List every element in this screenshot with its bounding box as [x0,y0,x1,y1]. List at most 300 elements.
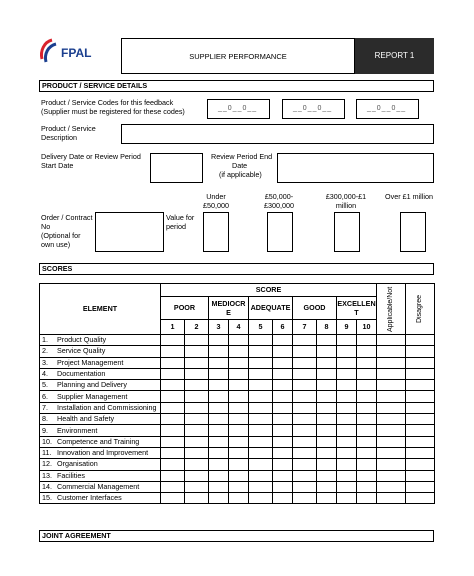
score-number-8: 8 [317,320,337,335]
score-cell[interactable] [161,368,185,379]
section-title-product: PRODUCT / SERVICE DETAILS [42,81,148,90]
score-cell[interactable] [185,368,209,379]
review-end-label-3: (if applicable) [219,170,262,179]
score-cell[interactable] [161,414,185,425]
delivery-date-field[interactable] [150,153,203,183]
score-cell[interactable] [317,436,337,447]
delivery-label-1: Delivery Date or Review Period [41,152,141,161]
element-label-cell [40,414,161,425]
score-cell[interactable] [377,402,406,413]
score-cell[interactable] [185,470,209,481]
element-label-cell [40,470,161,481]
score-cell[interactable] [229,380,249,391]
element-label-cell [40,368,161,379]
score-cell[interactable] [293,493,317,504]
score-cell[interactable] [185,481,209,492]
table-row [40,414,435,425]
value-option-4-checkbox[interactable] [400,212,426,252]
scores-table [39,283,435,504]
element-label-cell [40,335,161,346]
score-cell[interactable] [317,425,337,436]
score-cell[interactable] [229,493,249,504]
element-label-cell [40,481,161,492]
element-number: 2. [42,346,48,356]
review-end-field[interactable] [277,153,434,183]
score-cell[interactable] [161,380,185,391]
element-label: Supplier Management [57,391,128,401]
element-number: 14. [42,482,52,491]
score-cell[interactable] [273,380,293,391]
element-number: 7. [42,402,48,412]
score-cell[interactable] [209,447,229,458]
score-cell[interactable] [293,380,317,391]
score-cell[interactable] [209,436,229,447]
score-cell[interactable] [249,436,273,447]
score-cell[interactable] [377,391,406,402]
score-cell[interactable] [293,414,317,425]
score-cell[interactable] [229,391,249,402]
score-cell[interactable] [273,493,293,504]
element-number: 15. [42,493,52,503]
score-cell[interactable] [185,335,209,346]
score-cell[interactable] [161,335,185,346]
score-cell[interactable] [273,414,293,425]
score-cell[interactable] [229,459,249,470]
score-cell[interactable] [161,436,185,447]
score-cell[interactable] [209,357,229,368]
score-cell[interactable] [317,481,337,492]
table-row [40,470,435,481]
score-cell[interactable] [249,380,273,391]
score-cell[interactable] [317,470,337,481]
section-header-scores [39,263,434,275]
element-number: 3. [42,357,48,367]
score-cell[interactable] [161,402,185,413]
value-option-3-line1: £300,000-£1 [325,192,367,201]
score-cell[interactable] [293,425,317,436]
score-cell[interactable] [317,368,337,379]
score-cell[interactable] [377,493,406,504]
score-cell[interactable] [377,414,406,425]
score-cell[interactable] [185,414,209,425]
element-number: 1. [42,335,48,345]
score-cell[interactable] [377,436,406,447]
score-number-5: 5 [249,320,273,335]
score-cell[interactable] [337,391,357,402]
score-cell[interactable] [185,436,209,447]
logo-text: FPAL [61,46,92,60]
score-number-10: 10 [357,320,377,335]
score-cell[interactable] [337,380,357,391]
order-label-3: (Optional for [41,231,81,240]
score-cell[interactable] [185,493,209,504]
score-cell[interactable] [209,402,229,413]
score-cell[interactable] [293,447,317,458]
score-cell[interactable] [406,493,435,504]
score-cell[interactable] [337,447,357,458]
score-cell[interactable] [185,402,209,413]
element-label: Service Quality [57,346,106,356]
score-cell[interactable] [273,481,293,492]
element-label-cell [40,436,161,447]
score-cell[interactable] [406,368,435,379]
value-option-4-line1: Over £1 million [385,192,433,201]
element-label-cell [40,447,161,458]
score-cell[interactable] [209,368,229,379]
element-label: Installation and Commissioning [57,402,157,412]
score-cell[interactable] [161,357,185,368]
score-cell[interactable] [273,346,293,357]
order-number-field[interactable] [95,212,164,252]
score-cell[interactable] [209,414,229,425]
score-cell[interactable] [229,357,249,368]
score-cell[interactable] [317,402,337,413]
score-cell[interactable] [161,493,185,504]
score-cell[interactable] [406,380,435,391]
score-cell[interactable] [273,357,293,368]
table-row [40,346,435,357]
score-cell[interactable] [273,402,293,413]
score-cell[interactable] [337,493,357,504]
score-cell[interactable] [377,447,406,458]
score-cell[interactable] [293,481,317,492]
review-end-label-2: Date [232,161,248,170]
score-cell[interactable] [249,447,273,458]
score-header-text: SCORE [255,284,282,294]
score-cell[interactable] [209,380,229,391]
score-cell[interactable] [229,436,249,447]
score-cell[interactable] [249,346,273,357]
value-option-1-checkbox[interactable] [203,212,229,252]
code-slot-2: __0__0__ [293,105,333,112]
table-row [40,402,435,413]
score-cell[interactable] [161,346,185,357]
element-label: Documentation [57,369,106,379]
score-cell[interactable] [337,402,357,413]
score-number-3: 3 [209,320,229,335]
score-cell[interactable] [185,425,209,436]
element-number: 5. [42,380,48,390]
score-cell[interactable] [161,481,185,492]
score-cell[interactable] [377,335,406,346]
table-row [40,357,435,368]
value-label-1: Value for [166,213,195,222]
score-number-7: 7 [293,320,317,335]
score-cell[interactable] [293,459,317,470]
codes-label-2: (Supplier must be registered for these codes) [41,107,185,116]
score-cell[interactable] [209,335,229,346]
section-header-joint [39,530,434,542]
score-cell[interactable] [317,391,337,402]
score-cell[interactable] [377,470,406,481]
element-label-cell [40,425,161,436]
score-cell[interactable] [337,346,357,357]
header-title-box [121,38,355,74]
element-label: Health and Safety [57,414,115,424]
section-header-product [39,80,434,92]
score-cell[interactable] [357,493,377,504]
score-cell[interactable] [273,425,293,436]
score-cell[interactable] [249,425,273,436]
table-row [40,380,435,391]
score-number-6: 6 [273,320,293,335]
table-row [40,425,435,436]
score-cell[interactable] [293,357,317,368]
score-cell[interactable] [229,402,249,413]
code-slot-1: __0__0__ [218,105,258,112]
element-label: Environment [57,425,98,435]
table-row [40,481,435,492]
score-cell[interactable] [249,414,273,425]
score-cell[interactable] [377,368,406,379]
score-number-9: 9 [337,320,357,335]
score-cell[interactable] [337,459,357,470]
score-cell[interactable] [229,447,249,458]
score-cell[interactable] [229,368,249,379]
description-field[interactable] [121,124,434,144]
score-cell[interactable] [337,335,357,346]
score-cell[interactable] [293,335,317,346]
score-cell[interactable] [209,425,229,436]
delivery-label-2: Start Date [41,161,74,170]
element-label-cell [40,357,161,368]
score-cell[interactable] [273,459,293,470]
score-cell[interactable] [337,414,357,425]
score-cell[interactable] [249,493,273,504]
score-cell[interactable] [293,436,317,447]
score-cell[interactable] [406,425,435,436]
score-cell[interactable] [377,425,406,436]
element-label: Planning and Delivery [57,380,127,390]
score-cell[interactable] [377,346,406,357]
score-cell[interactable] [357,447,377,458]
score-cell[interactable] [406,391,435,402]
score-cell[interactable] [337,368,357,379]
score-group-label: GOOD [303,303,326,313]
score-cell[interactable] [357,481,377,492]
score-cell[interactable] [406,447,435,458]
value-option-2-checkbox[interactable] [267,212,293,252]
score-cell[interactable] [357,436,377,447]
score-cell[interactable] [249,459,273,470]
score-cell[interactable] [209,481,229,492]
element-label: Customer Interfaces [57,493,122,503]
element-number: 11. [42,448,52,458]
score-cell[interactable] [249,402,273,413]
score-cell[interactable] [273,368,293,379]
score-cell[interactable] [377,380,406,391]
table-row [40,391,435,402]
score-cell[interactable] [229,414,249,425]
element-label: Innovation and Improvement [57,448,149,458]
score-cell[interactable] [185,380,209,391]
score-cell[interactable] [406,459,435,470]
element-label-cell [40,380,161,391]
element-number: 12. [42,459,52,469]
description-label-1: Product / Service [41,124,96,133]
score-cell[interactable] [357,459,377,470]
table-row [40,459,435,470]
fpal-logo-mark-icon [38,37,60,65]
score-cell[interactable] [406,470,435,481]
score-cell[interactable] [337,357,357,368]
score-cell[interactable] [357,368,377,379]
score-cell[interactable] [185,391,209,402]
section-title-joint: JOINT AGREEMENT [42,531,111,540]
element-label: Product Quality [57,335,107,345]
value-label-2: period [166,222,186,231]
fpal-logo [38,37,110,67]
score-cell[interactable] [337,436,357,447]
score-group-5 [337,296,377,319]
score-cell[interactable] [337,470,357,481]
score-group-label: MEDIOCR E [211,298,246,317]
element-label: Organisation [57,459,98,469]
score-cell[interactable] [209,459,229,470]
score-cell[interactable] [249,470,273,481]
element-number: 9. [42,425,48,435]
table-row [40,493,435,504]
score-cell[interactable] [293,346,317,357]
score-cell[interactable] [317,459,337,470]
description-label-2: Description [41,133,77,142]
score-cell[interactable] [229,335,249,346]
score-cell[interactable] [229,346,249,357]
score-cell[interactable] [357,425,377,436]
element-number: 8. [42,414,48,424]
score-cell[interactable] [377,357,406,368]
score-cell[interactable] [293,470,317,481]
score-group-4 [293,296,337,319]
score-cell[interactable] [209,470,229,481]
score-cell[interactable] [229,470,249,481]
element-label-cell [40,402,161,413]
score-cell[interactable] [273,391,293,402]
score-cell[interactable] [406,402,435,413]
score-cell[interactable] [293,368,317,379]
order-label-1: Order / Contract [41,213,93,222]
score-cell[interactable] [406,346,435,357]
value-option-1-line2: £50,000 [203,201,229,210]
score-cell[interactable] [249,368,273,379]
score-cell[interactable] [185,346,209,357]
score-cell[interactable] [317,493,337,504]
score-cell[interactable] [273,447,293,458]
report-label-box [355,38,434,74]
score-number-4: 4 [229,320,249,335]
table-row [40,447,435,458]
value-option-3-checkbox[interactable] [334,212,360,252]
codes-label-1: Product / Service Codes for this feedback [41,98,174,107]
score-cell[interactable] [229,425,249,436]
score-cell[interactable] [273,335,293,346]
code-field-1[interactable] [207,99,270,119]
score-group-label: ADEQUATE [250,303,291,313]
code-field-2[interactable] [282,99,345,119]
score-cell[interactable] [406,436,435,447]
element-number: 13. [42,470,52,480]
score-cell[interactable] [161,391,185,402]
score-cell[interactable] [357,380,377,391]
score-cell[interactable] [161,425,185,436]
score-cell[interactable] [209,391,229,402]
score-group-label: EXCELLEN T [337,298,376,317]
score-cell[interactable] [337,481,357,492]
applicable-header [377,284,406,335]
element-label: Competence and Training [57,436,140,446]
code-field-3[interactable] [356,99,419,119]
score-cell[interactable] [249,357,273,368]
score-cell[interactable] [406,335,435,346]
score-cell[interactable] [293,391,317,402]
score-cell[interactable] [357,335,377,346]
score-cell[interactable] [161,459,185,470]
score-cell[interactable] [273,436,293,447]
score-cell[interactable] [249,335,273,346]
score-group-label: POOR [173,303,196,313]
score-cell[interactable] [337,425,357,436]
score-cell[interactable] [273,470,293,481]
code-slot-3: __0__0__ [367,105,407,112]
applicable-header-text: Applicable/Not [387,286,394,332]
score-cell[interactable] [317,335,337,346]
score-cell[interactable] [185,357,209,368]
element-label-cell [40,459,161,470]
score-cell[interactable] [185,447,209,458]
review-end-label-1: Review Period End [211,152,273,161]
score-cell[interactable] [161,470,185,481]
order-label-2: No [41,222,51,231]
score-cell[interactable] [377,481,406,492]
element-label: Commercial Management [57,482,140,491]
score-cell[interactable] [406,481,435,492]
score-cell[interactable] [161,447,185,458]
table-row [40,368,435,379]
value-option-2-line1: £50,000- [264,192,294,201]
report-label: REPORT 1 [374,51,415,60]
score-cell[interactable] [317,346,337,357]
score-cell[interactable] [357,470,377,481]
disagree-header [406,284,435,335]
score-number-1: 1 [161,320,185,335]
score-cell[interactable] [249,391,273,402]
score-cell[interactable] [317,357,337,368]
score-cell[interactable] [357,346,377,357]
score-cell[interactable] [317,380,337,391]
score-cell[interactable] [406,357,435,368]
score-cell[interactable] [209,346,229,357]
score-cell[interactable] [357,357,377,368]
element-number: 10. [42,436,52,446]
score-group-3 [249,296,293,319]
score-cell[interactable] [293,402,317,413]
score-cell[interactable] [317,447,337,458]
element-header-text: ELEMENT [82,304,118,313]
table-row [40,436,435,447]
element-label-cell [40,493,161,504]
score-cell[interactable] [209,493,229,504]
score-cell[interactable] [357,414,377,425]
score-cell[interactable] [229,481,249,492]
table-row [40,335,435,346]
score-cell[interactable] [185,459,209,470]
score-cell[interactable] [377,459,406,470]
score-cell[interactable] [357,402,377,413]
score-cell[interactable] [249,481,273,492]
score-cell[interactable] [357,391,377,402]
score-cell[interactable] [406,414,435,425]
score-cell[interactable] [317,414,337,425]
